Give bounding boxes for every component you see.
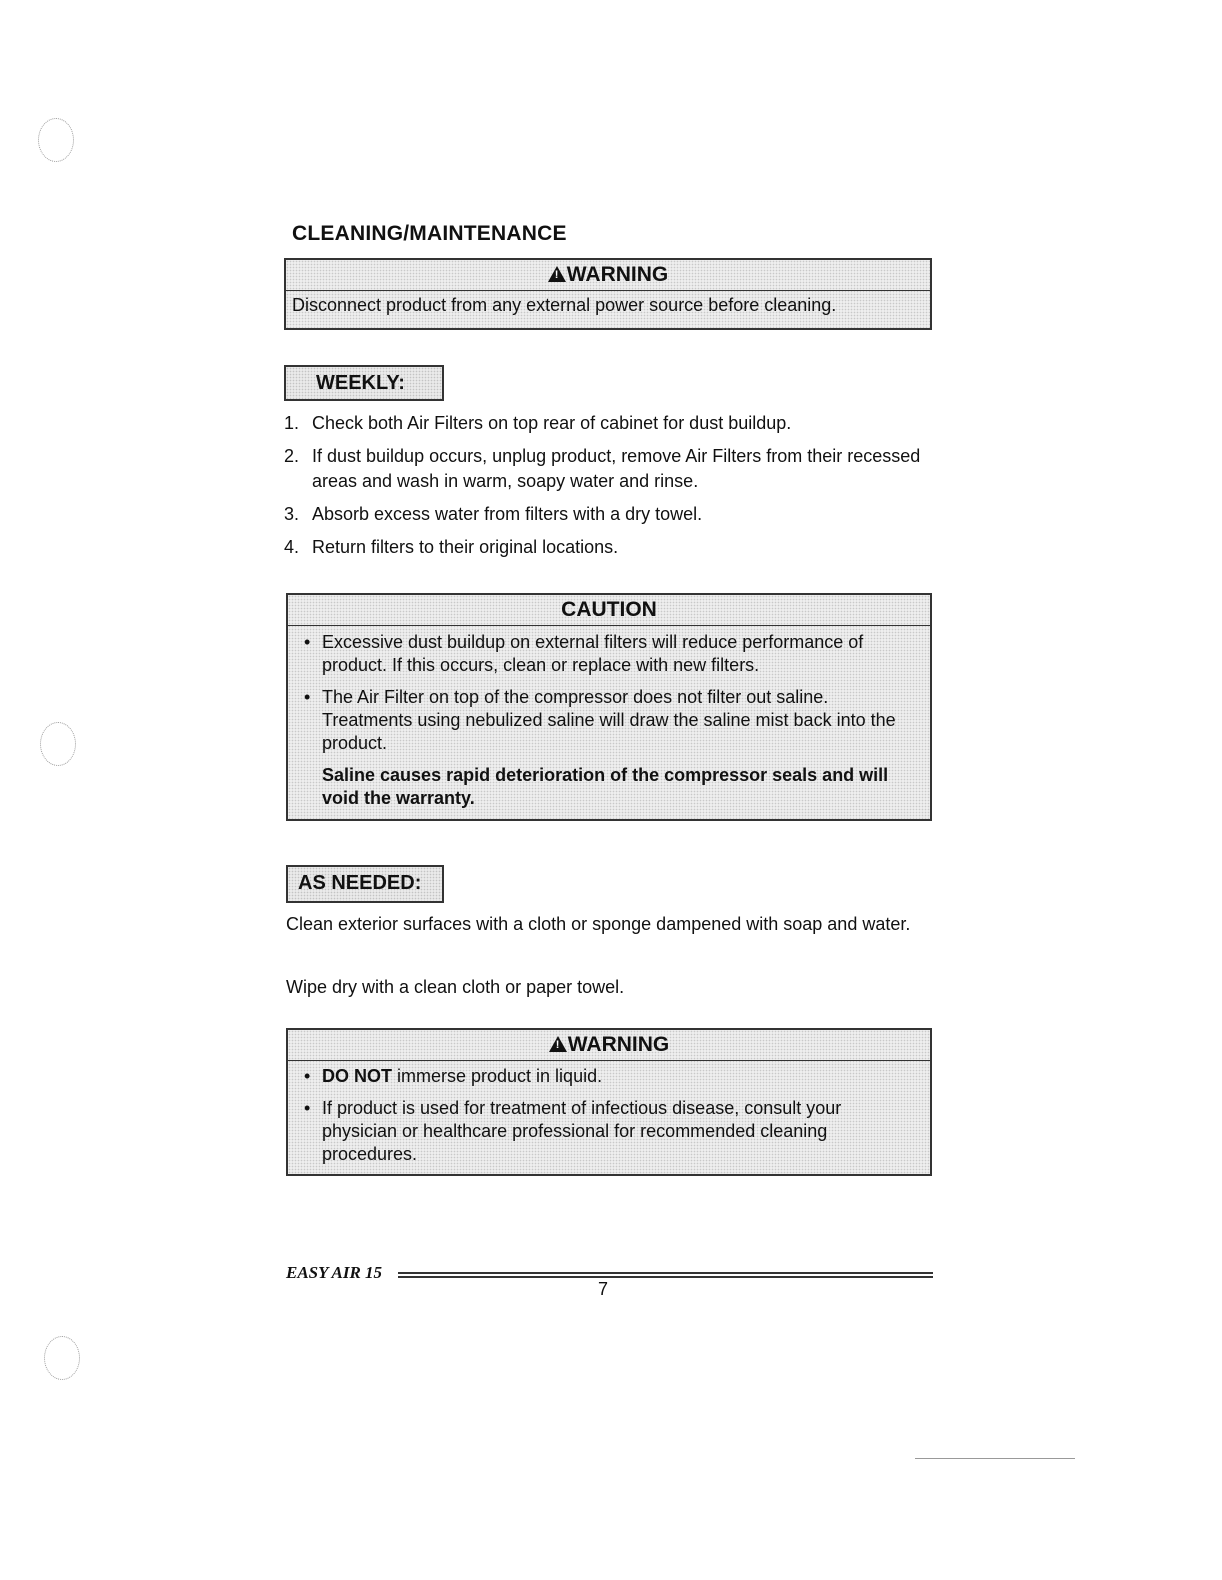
caution-body xyxy=(288,626,930,812)
as-needed-paragraph-2: Wipe dry with a clean cloth or paper towel. xyxy=(286,977,625,997)
page-number: 7 xyxy=(598,1279,609,1299)
as-needed-label: AS NEEDED: xyxy=(286,865,444,903)
list-item: 4. Return filters to their original locations. xyxy=(284,537,619,557)
warning-box-top xyxy=(284,258,932,330)
warning-text: Disconnect product from any external power source before cleaning. xyxy=(292,295,837,315)
section-title: CLEANING/MAINTENANCE xyxy=(292,222,567,245)
scan-artifact-line xyxy=(915,1458,1075,1459)
caution-bold-note: Saline causes rapid deterioration of the compressor seals and will void the warranty. xyxy=(322,765,889,808)
weekly-steps xyxy=(284,411,934,568)
warning-bullet: • If product is used for treatment of infectious disease, consult your physician or healthcare professional for recommended cleaning procedures. xyxy=(294,1097,912,1166)
footer-rule xyxy=(398,1272,933,1278)
warning-triangle-icon xyxy=(549,1036,567,1052)
warning-box-bottom xyxy=(286,1028,932,1176)
list-item: 2. If dust buildup occurs, unplug product, remove Air Filters from their recessed areas and wash in warm, soapy water and rinse. xyxy=(284,446,921,491)
as-needed-paragraph-1: Clean exterior surfaces with a cloth or sponge dampened with soap and water. xyxy=(286,914,911,934)
binder-hole-top xyxy=(38,118,74,162)
caution-bullet: • Excessive dust buildup on external filters will reduce performance of product. If this occurs, clean or replace with new filters. xyxy=(294,631,912,677)
product-logo: EASY AIR 15 xyxy=(286,1263,383,1282)
warning-triangle-icon xyxy=(548,266,566,282)
warning-header: !WARNING xyxy=(286,260,930,291)
list-item: 3. Absorb excess water from filters with a dry towel. xyxy=(284,504,703,524)
caution-bullet: • The Air Filter on top of the compressor does not filter out saline. Treatments using nebulized saline will draw the saline mist back into the product. xyxy=(294,686,912,755)
weekly-label: WEEKLY: xyxy=(284,365,444,401)
warning-body xyxy=(288,1061,930,1168)
warning-header: !WARNING xyxy=(288,1030,930,1061)
binder-hole-bottom xyxy=(44,1336,80,1380)
binder-hole-middle xyxy=(40,722,76,766)
list-item: 1. Check both Air Filters on top rear of cabinet for dust buildup. xyxy=(284,413,792,433)
caution-box xyxy=(286,593,932,821)
caution-header: CAUTION xyxy=(288,595,930,626)
warning-bullet: • DO NOT immerse product in liquid. xyxy=(294,1065,912,1088)
